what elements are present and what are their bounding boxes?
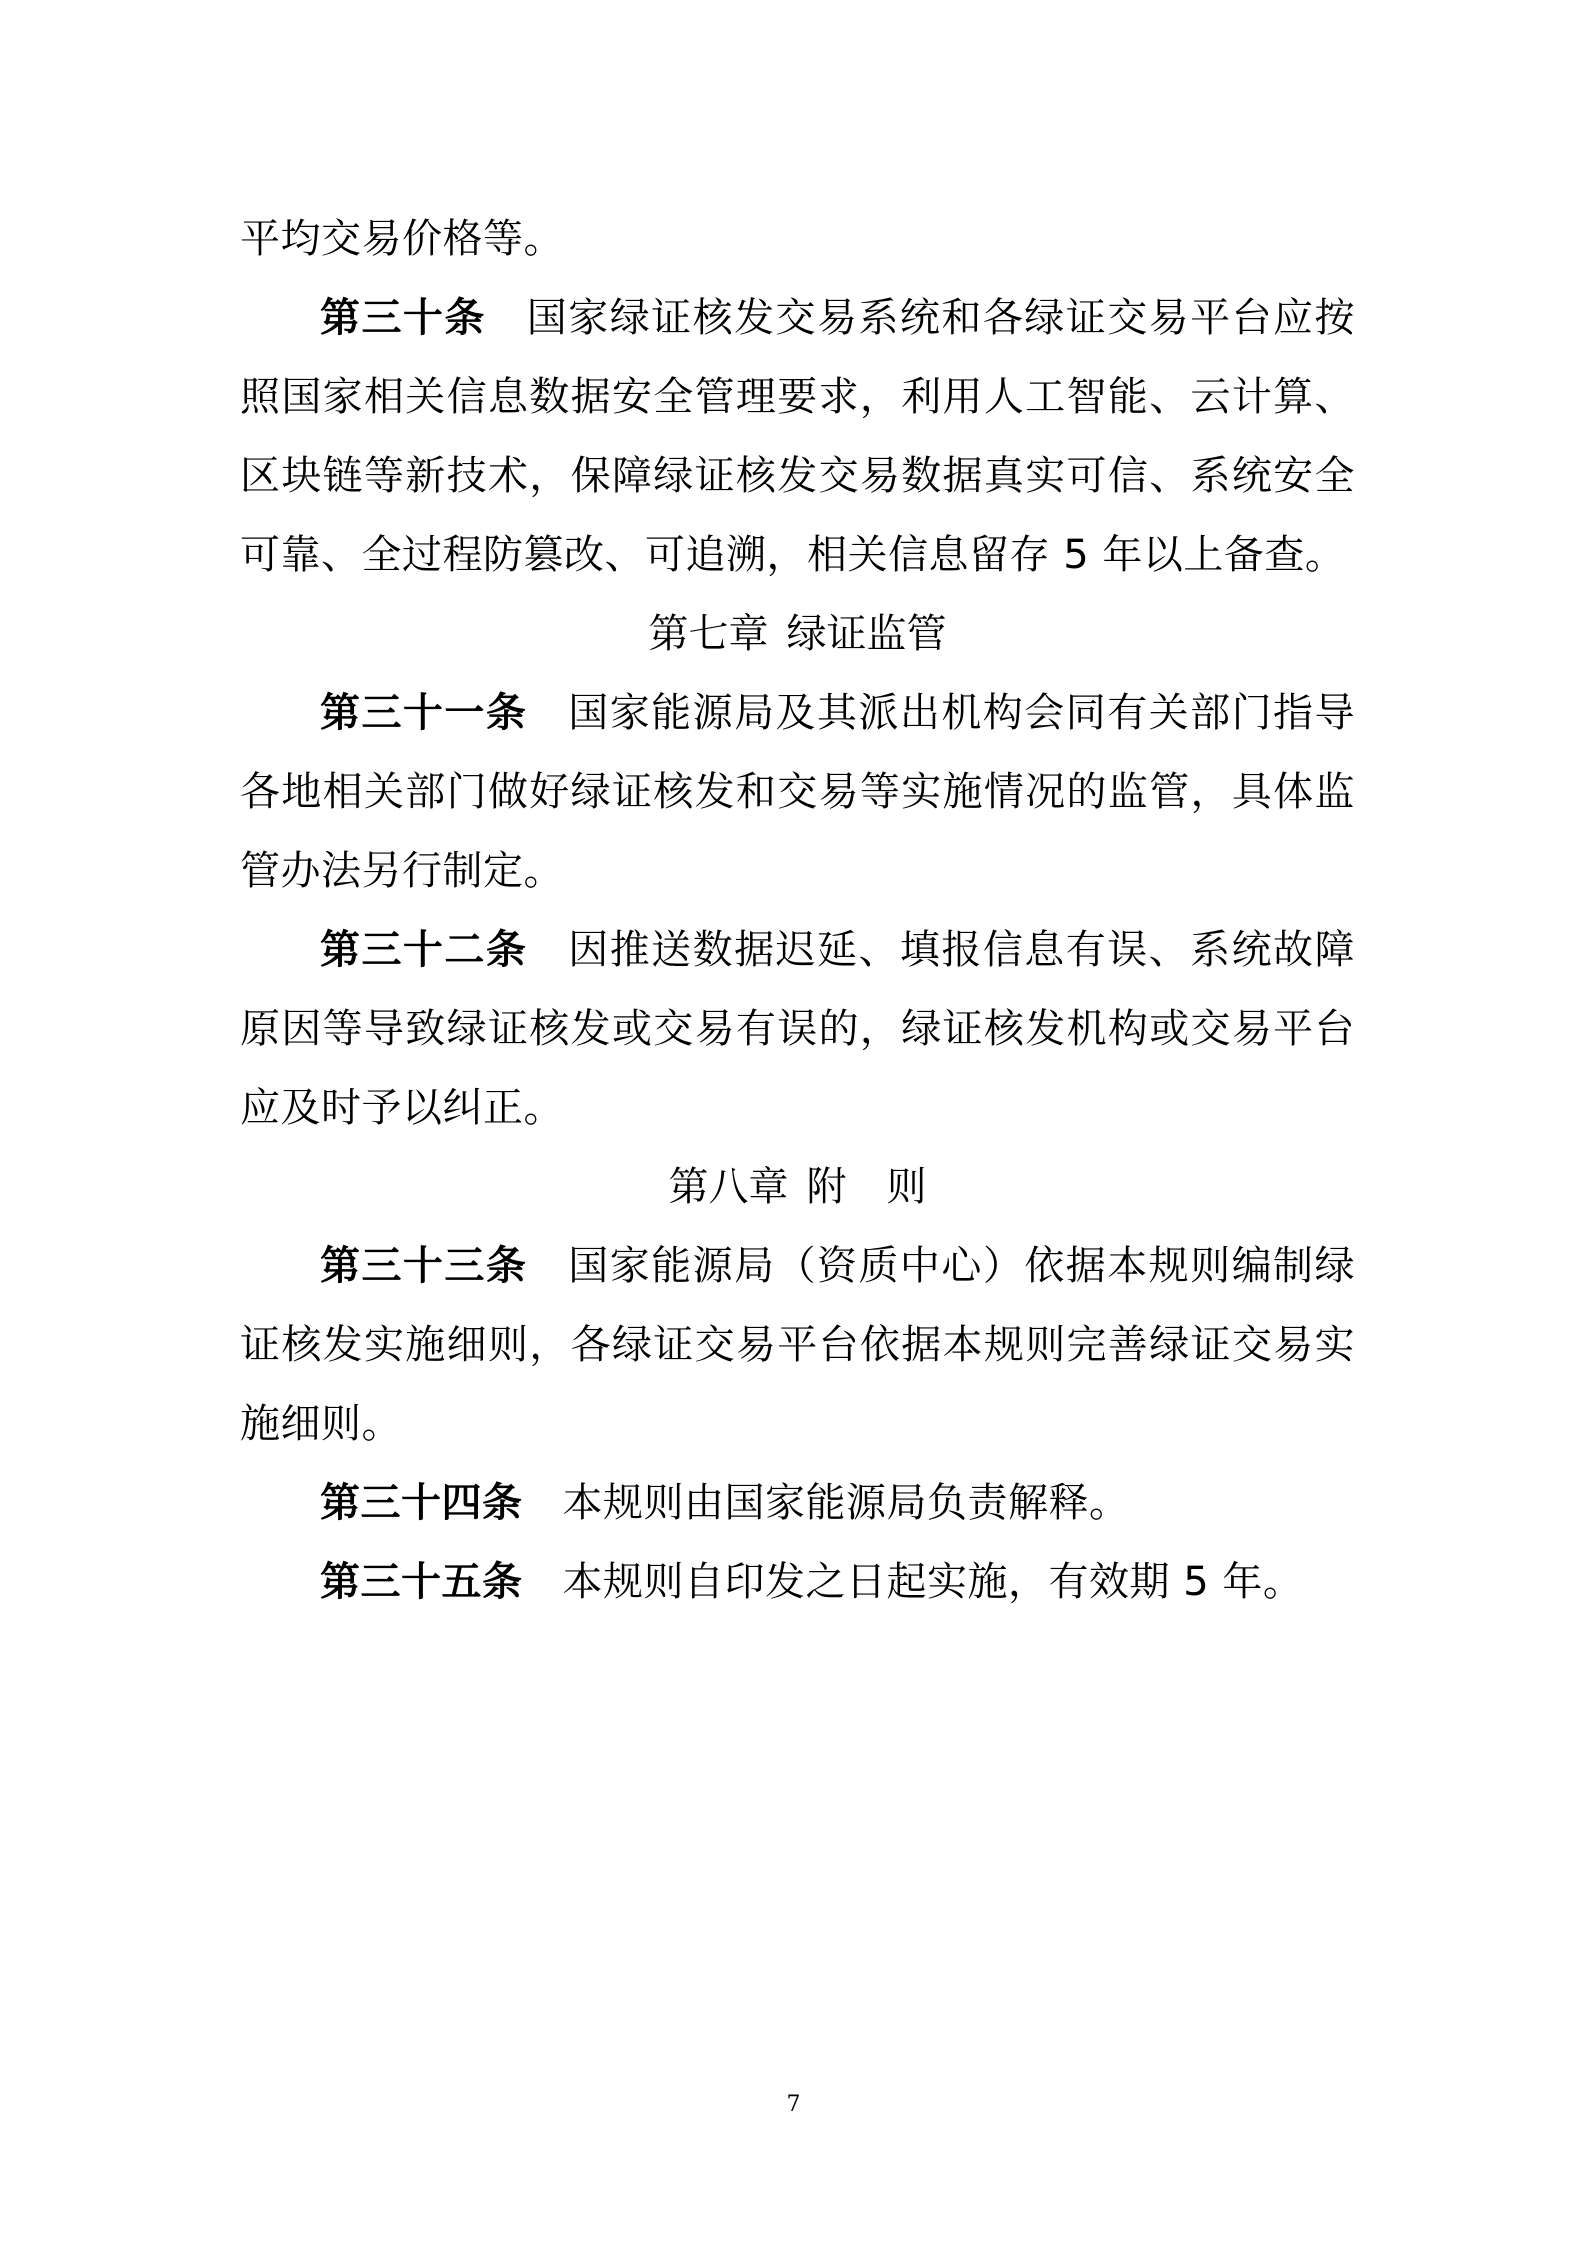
article-30	[240, 279, 1355, 595]
article-34-text: 本规则由国家能源局负责解释。	[562, 1480, 1130, 1526]
document-page	[240, 200, 1355, 1622]
chapter-8-title-part1: 附	[806, 1164, 847, 1210]
article-35	[240, 1543, 1355, 1622]
article-32-label: 第三十二条	[320, 927, 528, 973]
article-31	[240, 674, 1355, 911]
article-30-label: 第三十条	[320, 295, 486, 341]
article-33	[240, 1227, 1355, 1464]
article-32	[240, 911, 1355, 1148]
chapter-8-title-part2: 则	[886, 1164, 927, 1210]
continuation-text: 平均交易价格等。	[240, 216, 564, 262]
chapter-7-number: 第七章	[648, 611, 769, 657]
article-35-label: 第三十五条	[320, 1559, 523, 1605]
article-30-text: 国家绿证核发交易系统和各绿证交易平台应按照国家相关信息数据安全管理要求，利用人工智能、云计算、区块链等新技术，保障绿证核发交易数据真实可信、系统安全可靠、全过程防篡改、可追溯，相关信息留存 5 年以上备查。	[240, 295, 1356, 578]
article-33-label: 第三十三条	[320, 1243, 528, 1289]
chapter-8-number: 第八章	[668, 1164, 789, 1210]
article-31-label: 第三十一条	[320, 690, 528, 736]
article-31-text: 国家能源局及其派出机构会同有关部门指导各地相关部门做好绿证核发和交易等实施情况的监管，具体监管办法另行制定。	[240, 690, 1356, 894]
page-number: 7	[786, 2092, 801, 2117]
article-34-label: 第三十四条	[320, 1480, 523, 1526]
article-33-text: 国家能源局（资质中心）依据本规则编制绿证核发实施细则，各绿证交易平台依据本规则完善绿证交易实施细则。	[240, 1243, 1356, 1447]
chapter-7-title: 绿证监管	[786, 611, 947, 657]
article-32-text: 因推送数据迟延、填报信息有误、系统故障原因等导致绿证核发或交易有误的，绿证核发机构或交易平台应及时予以纠正。	[240, 927, 1356, 1131]
continuation-paragraph	[240, 200, 1355, 279]
article-34	[240, 1464, 1355, 1543]
chapter-8-heading	[240, 1148, 1355, 1227]
chapter-7-heading	[240, 595, 1355, 674]
article-35-text: 本规则自印发之日起实施，有效期 5 年。	[562, 1559, 1304, 1605]
